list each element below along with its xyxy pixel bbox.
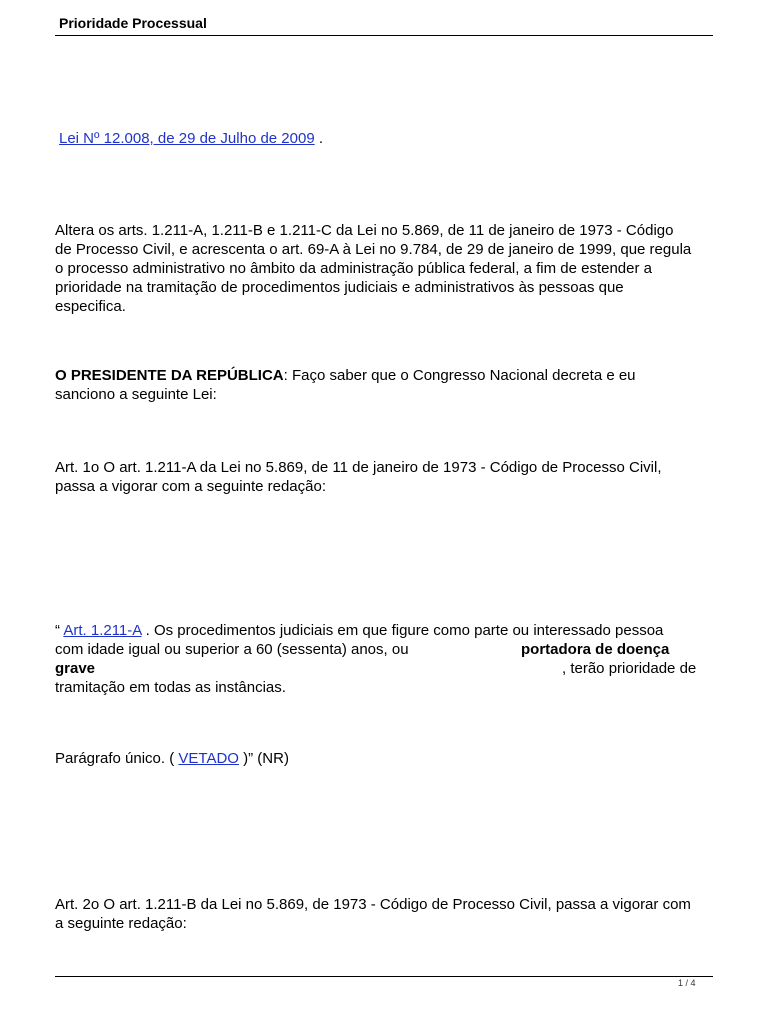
page-number: 1 / 4: [678, 978, 696, 988]
paragrafo-unico: [55, 749, 715, 768]
summary-line: prioridade na tramitação de procedimentos judiciais e administrativos às pessoas que: [55, 279, 624, 296]
preamble-rest: : Faço saber que o Congresso Nacional decreta e eu: [283, 367, 636, 384]
preamble-bold: O PRESIDENTE DA REPÚBLICA: [55, 367, 284, 384]
law-summary: [55, 221, 715, 316]
open-quote: “: [55, 622, 64, 639]
art-1211a-line-3: [55, 659, 715, 678]
art-1211a-text: com idade igual ou superior a 60 (sessenta) anos, ou: [55, 641, 409, 658]
law-title-suffix: .: [314, 130, 324, 147]
header-rule: [55, 35, 713, 36]
summary-line: Altera os arts. 1.211-A, 1.211-B e 1.211-C da Lei no 5.869, de 11 de janeiro de 1973 - Código: [55, 222, 674, 239]
article-line: Art. 2o O art. 1.211-B da Lei no 5.869, de 1973 - Código de Processo Civil, passa a vigorar com: [55, 896, 691, 913]
summary-line: o processo administrativo no âmbito da administração pública federal, a fim de estender a: [55, 260, 652, 277]
page-header-title: Prioridade Processual: [59, 15, 207, 31]
art-1211a-line-2: [55, 640, 715, 659]
paragrafo-suffix: )” (NR): [238, 750, 289, 767]
article-line: Art. 1o O art. 1.211-A da Lei no 5.869, de 11 de janeiro de 1973 - Código de Processo Civil,: [55, 459, 662, 476]
art-1211a-bold: portadora de doença: [521, 641, 670, 658]
law-link[interactable]: Lei Nº 12.008, de 29 de Julho de 2009: [59, 130, 315, 147]
preamble: [55, 366, 715, 404]
art-1211a-rest: . Os procedimentos judiciais em que figure como parte ou interessado pessoa: [141, 622, 664, 639]
art-1211a-text: , terão prioridade de: [562, 660, 697, 677]
vetado-link[interactable]: VETADO: [178, 750, 239, 767]
summary-line: de Processo Civil, e acrescenta o art. 69-A à Lei no 9.784, de 29 de janeiro de 1999, que regula: [55, 241, 692, 258]
footer-rule: [55, 976, 713, 977]
article-2: [55, 895, 715, 933]
art-1211a-link[interactable]: Art. 1.211-A: [63, 622, 142, 639]
preamble-line: sanciono a seguinte Lei:: [55, 386, 217, 403]
article-1: [55, 458, 715, 496]
art-1211a-bold: grave: [55, 660, 96, 677]
law-title: [59, 129, 719, 148]
paragrafo-prefix: Parágrafo único. (: [55, 750, 179, 767]
art-1211a-line-4: tramitação em todas as instâncias.: [55, 679, 286, 696]
art-1211a-line-1: [55, 621, 715, 640]
preamble-line: [55, 366, 715, 385]
summary-line: especifica.: [55, 298, 126, 315]
article-line: passa a vigorar com a seguinte redação:: [55, 478, 326, 495]
article-line: a seguinte redação:: [55, 915, 187, 932]
